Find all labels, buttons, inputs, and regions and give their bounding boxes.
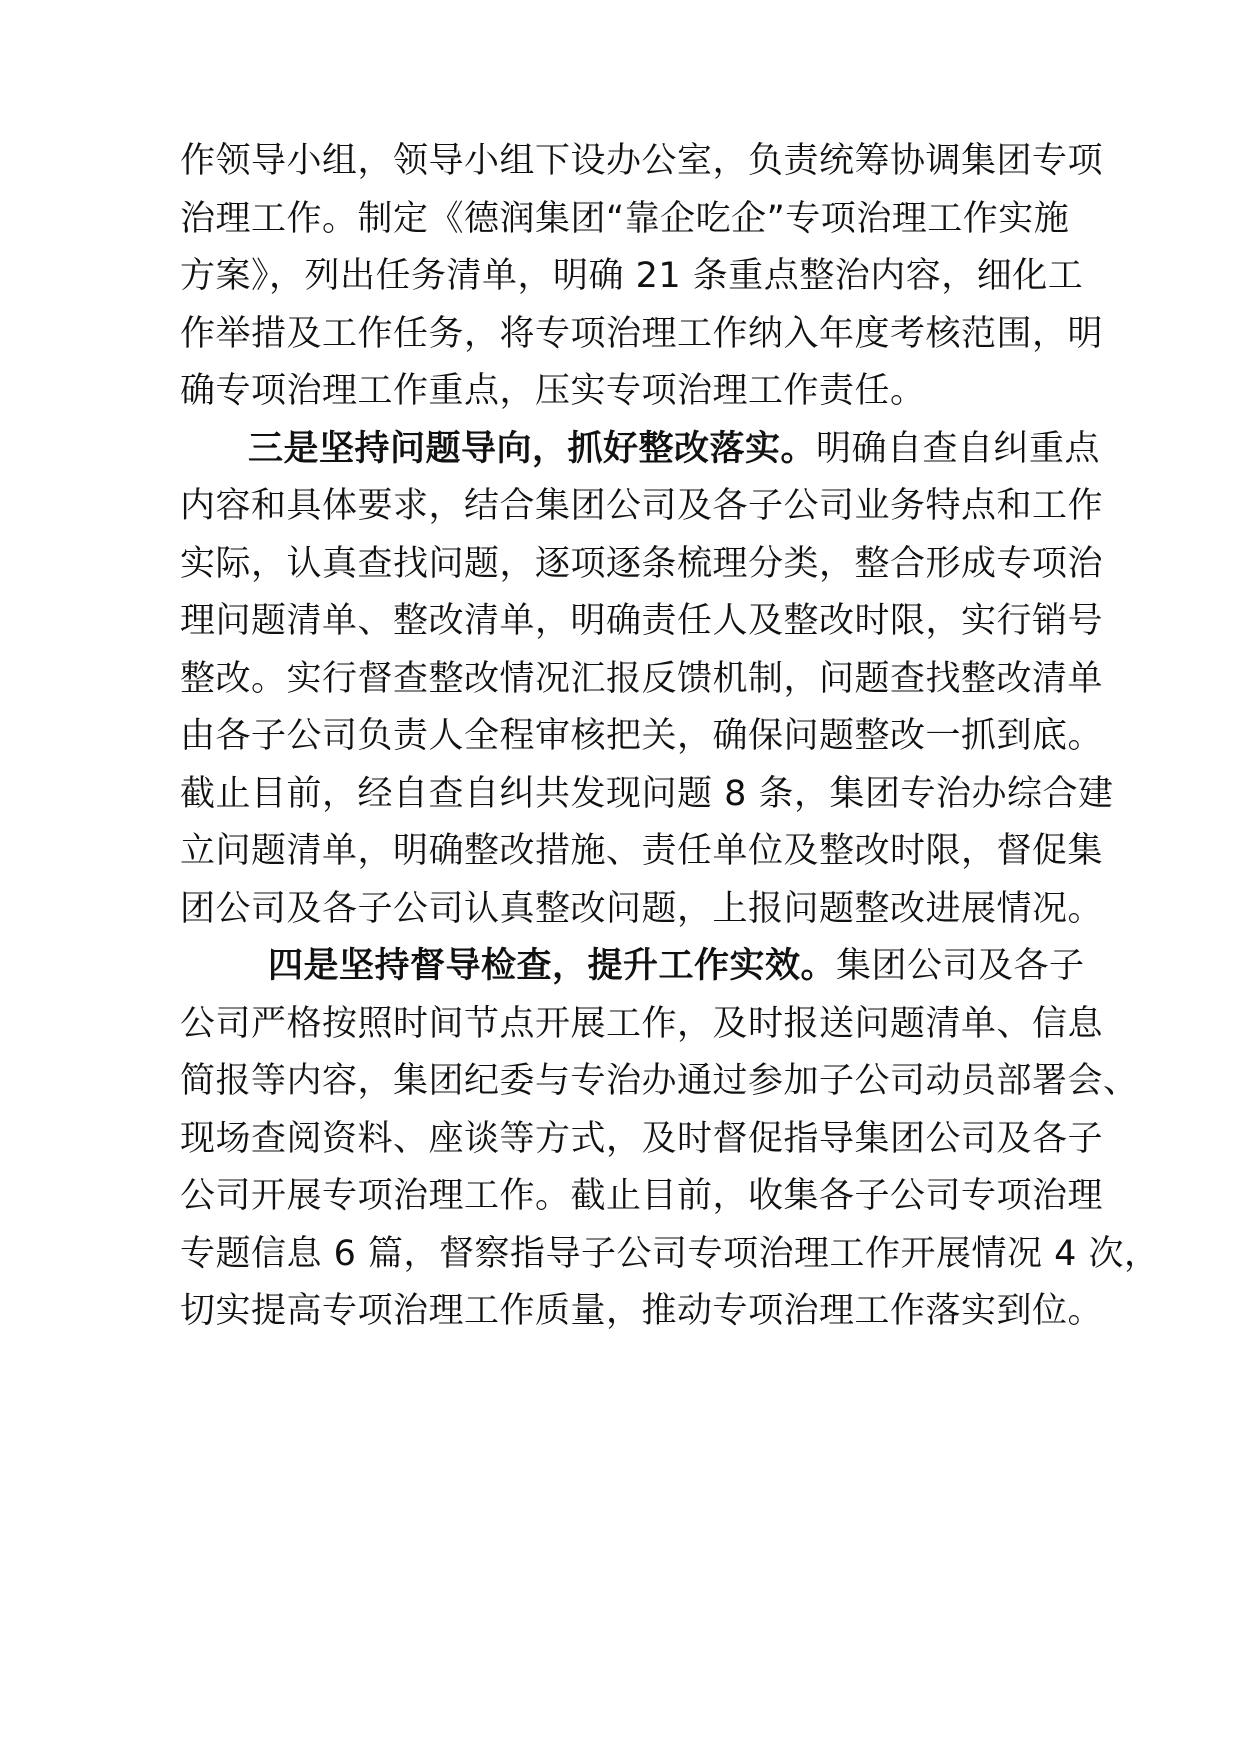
text-line: 简报等内容，集团纪委与专治办通过参加子公司动员部署会、 — [180, 1061, 1139, 1101]
text-line: 实际，认真查找问题，逐项逐条梳理分类，整合形成专项治 — [180, 544, 1104, 584]
paragraph-3-first-line — [248, 426, 1100, 472]
text-line: 作领导小组，领导小组下设办公室，负责统筹协调集团专项 — [180, 141, 1104, 181]
text-line: 理问题清单、整改清单，明确责任人及整改时限，实行销号 — [180, 601, 1104, 641]
paragraph-3-text: 明确自查自纠重点 — [816, 429, 1101, 469]
text-line: 方案》，列出任务清单，明确 21 条重点整治内容，细化工 — [180, 256, 1084, 296]
text-line: 截止目前，经自查自纠共发现问题 8 条，集团专治办综合建 — [180, 774, 1114, 814]
text-line: 治理工作。制定《德润集团“靠企吃企”专项治理工作实施 — [180, 199, 1070, 239]
text-line: 现场查阅资料、座谈等方式，及时督促指导集团公司及各子 — [180, 1119, 1104, 1159]
text-line: 作举措及工作任务，将专项治理工作纳入年度考核范围，明 — [180, 314, 1104, 354]
text-line: 内容和具体要求，结合集团公司及各子公司业务特点和工作 — [180, 486, 1104, 526]
text-line: 专题信息 6 篇，督察指导子公司专项治理工作开展情况 4 次， — [180, 1234, 1160, 1274]
text-line: 团公司及各子公司认真整改问题，上报问题整改进展情况。 — [180, 889, 1104, 929]
paragraph-4-heading: 四是坚持督导检查，提升工作实效。 — [268, 946, 837, 986]
text-line: 公司开展专项治理工作。截止目前，收集各子公司专项治理 — [180, 1176, 1104, 1216]
text-line: 确专项治理工作重点，压实专项治理工作责任。 — [180, 371, 926, 411]
text-line: 由各子公司负责人全程审核把关，确保问题整改一抓到底。 — [180, 716, 1104, 756]
text-line: 切实提高专项治理工作质量，推动专项治理工作落实到位。 — [180, 1291, 1104, 1331]
text-line: 立问题清单，明确整改措施、责任单位及整改时限，督促集 — [180, 831, 1104, 871]
text-line: 整改。实行督查整改情况汇报反馈机制，问题查找整改清单 — [180, 659, 1104, 699]
paragraph-4-text: 集团公司及各子 — [836, 946, 1085, 986]
paragraph-4-first-line — [268, 943, 1085, 989]
paragraph-3-heading: 三是坚持问题导向，抓好整改落实。 — [248, 429, 817, 469]
text-line: 公司严格按照时间节点开展工作，及时报送问题清单、信息 — [180, 1004, 1104, 1044]
